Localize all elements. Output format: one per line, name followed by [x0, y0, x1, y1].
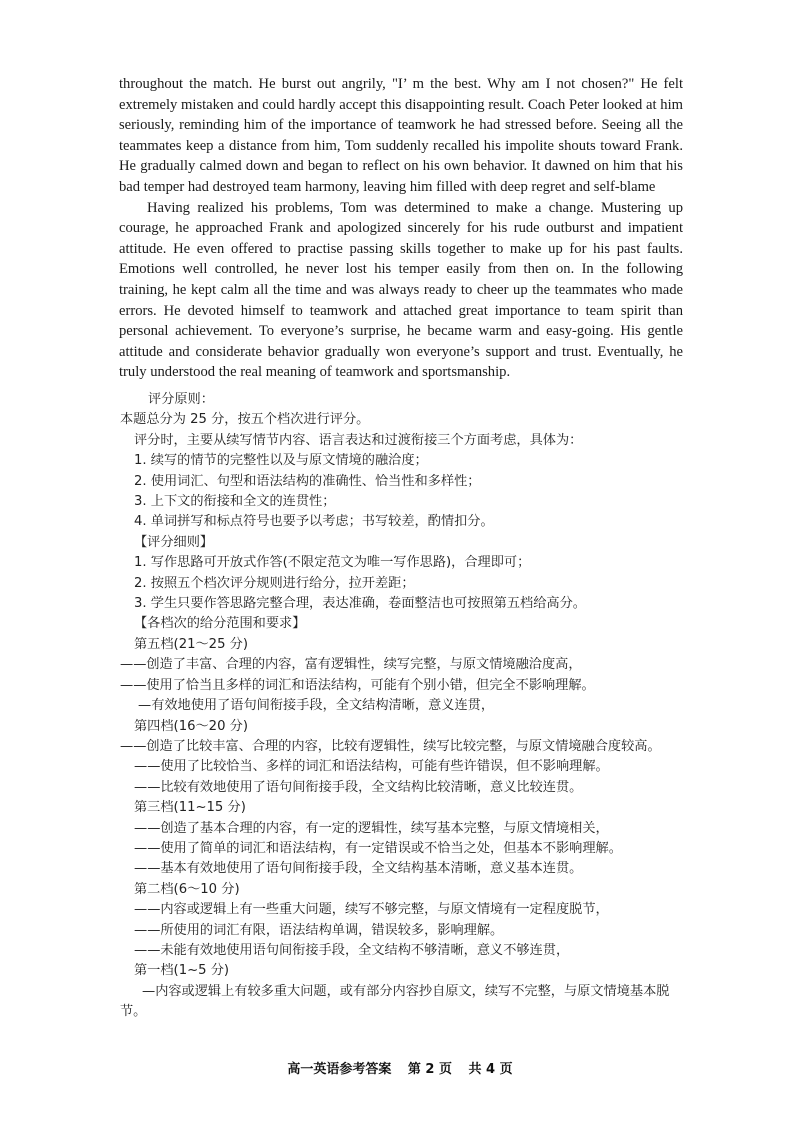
level-item: ——创造了比较丰富、合理的内容，比较有逻辑性，续写比较完整，与原文情境融合度较高。 — [120, 738, 661, 754]
level-item: ——所使用的词汇有限，语法结构单调，错误较多，影响理解。 — [134, 922, 504, 938]
principle-item: 3. 上下文的衔接和全文的连贯性； — [134, 494, 336, 510]
footer-subject: 高一英语参考答案 — [287, 1062, 392, 1077]
scoring-rubric — [120, 390, 682, 1023]
level-item: ——未能有效地使用语句间衔接手段，全文结构不够清晰，意义不够连贯， — [134, 942, 570, 958]
level-item: —内容或逻辑上有较多重大问题，或有部分内容抄自原文，续写不完整，与原文情境基本脱节。 — [120, 983, 670, 1020]
details-heading: 【评分细则】 — [134, 534, 214, 550]
principle-item: 4. 单词拼写和标点符号也要予以考虑；书写较差，酌情扣分。 — [134, 514, 494, 530]
essay-paragraph-2: Having realized his problems, Tom was determined to make a change. Mustering up courage, he approached Frank and apologized sincerely for his rude outburst and impatient attitude. He even offered to practise passing skills together to make up for his past faults. Emotions well controlled, he never lost his temper easily from then on. In the following training, he kept calm all the time and was always ready to cheer up the teammates who made errors. He devoted himself to teamwork and attached great importance to team spirit than personal achievement. To everyone’s surprise, he became warm and easy-going. His gentle attitude and considerate behavior gradually won everyone’s support and trust. Eventually, he truly understood the real meaning of teamwork and sportsmanship. — [119, 199, 683, 381]
rubric-heading: 评分原则： — [148, 392, 214, 407]
footer-page-number: 第 2 页 — [407, 1062, 452, 1077]
page-footer — [0, 1058, 800, 1077]
level-item: ——使用了简单的词汇和语法结构，有一定错误或不恰当之处，但基本不影响理解。 — [134, 840, 622, 856]
level-item: —有效地使用了语句间衔接手段，全文结构清晰，意义连贯， — [138, 698, 495, 714]
detail-item: 1. 写作思路可开放式作答(不限定范文为唯一写作思路)，合理即可； — [134, 555, 531, 571]
rubric-total: 本题总分为 25 分，按五个档次进行评分。 — [120, 412, 370, 428]
level-item: ——内容或逻辑上有一些重大问题，续写不够完整，与原文情境有一定程度脱节， — [134, 902, 609, 918]
level-item: ——基本有效地使用了语句间衔接手段，全文结构基本清晰，意义基本连贯。 — [134, 861, 583, 877]
detail-item: 3. 学生只要作答思路完整合理，表达准确，卷面整洁也可按照第五档给高分。 — [134, 596, 586, 612]
essay-paragraph-1: throughout the match. He burst out angrily, "I’ m the best. Why am I not chosen?" He felt extremely mistaken and could hardly accept this disappointing result. Coach Peter looked at him seriously, reminding him of the importance of teamwork he had stressed before. Seeing all the teammates keep a distance from him, Tom suddenly recalled his impolite shouts toward Frank. He gradually calmed down and began to reflect on his own behavior. It dawned on him that his bad temper had destroyed team harmony, leaving him filled with deep regret and self-blame — [119, 76, 683, 195]
detail-item: 2. 按照五个档次评分规则进行给分，拉开差距； — [134, 575, 415, 591]
levels-heading: 【各档次的给分范围和要求】 — [134, 616, 306, 632]
level-title: 第三档(11~15 分) — [134, 800, 246, 816]
level-title: 第四档(16～20 分) — [134, 718, 248, 734]
principle-item: 1. 续写的情节的完整性以及与原文情境的融洽度； — [134, 453, 428, 469]
footer-page-total: 共 4 页 — [468, 1062, 513, 1077]
level-title: 第二档(6～10 分) — [134, 881, 240, 897]
level-item: ——创造了丰富、合理的内容，富有逻辑性，续写完整，与原文情境融洽度高， — [120, 657, 582, 673]
sample-essay — [119, 74, 683, 383]
level-item: ——创造了基本合理的内容，有一定的逻辑性，续写基本完整，与原文情境相关， — [134, 820, 609, 836]
level-title: 第一档(1~5 分) — [134, 963, 230, 979]
level-item: ——使用了恰当且多样的词汇和语法结构，可能有个别小错，但完全不影响理解。 — [120, 677, 595, 693]
rubric-intro: 评分时，主要从续写情节内容、语言表达和过渡衔接三个方面考虑，具体为： — [134, 432, 583, 448]
level-item: ——比较有效地使用了语句间衔接手段，全文结构比较清晰，意义比较连贯。 — [134, 779, 583, 795]
level-title: 第五档(21～25 分) — [134, 636, 248, 652]
principle-item: 2. 使用词汇、句型和语法结构的准确性、恰当性和多样性； — [134, 473, 481, 489]
level-item: ——使用了比较恰当、多样的词汇和语法结构，可能有些许错误，但不影响理解。 — [134, 759, 609, 775]
